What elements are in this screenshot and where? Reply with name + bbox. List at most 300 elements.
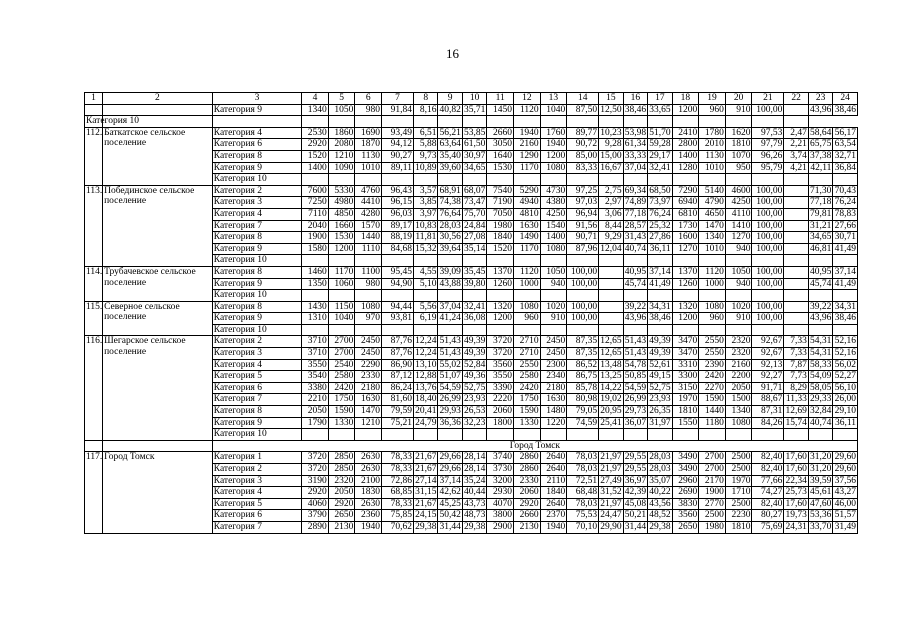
value-cell: 3490 xyxy=(672,464,699,476)
value-cell xyxy=(833,324,858,336)
value-cell: 3720 xyxy=(302,452,329,464)
category-cell: Категория 7 xyxy=(212,521,301,533)
value-cell: 1830 xyxy=(355,487,382,499)
value-cell: 1730 xyxy=(672,220,699,232)
settlement-name: Северное сельское поселение xyxy=(103,301,213,336)
value-cell: 24,31 xyxy=(785,521,807,532)
value-cell: 1290 xyxy=(514,150,541,162)
value-cell: 1320 xyxy=(672,301,699,313)
value-cell: 960 xyxy=(699,313,726,325)
value-cell xyxy=(328,429,355,441)
category-cell: Категория 10 xyxy=(212,174,301,186)
value-cell: 960 xyxy=(514,313,541,325)
value-cell: 970 xyxy=(355,313,382,325)
category-cell: Категория 4 xyxy=(212,359,301,371)
value-cell: 2420 xyxy=(328,382,355,394)
table-body xyxy=(85,93,858,534)
value-cell: 1270 xyxy=(725,232,752,244)
category-cell: Категория 3 xyxy=(212,475,301,487)
value-cell: 43,96 xyxy=(624,313,647,324)
value-cell: 31,44 xyxy=(624,521,647,532)
value-cell: 43,96 xyxy=(809,313,832,324)
value-cell: 15,32 xyxy=(415,243,437,254)
value-cell: 37,14 xyxy=(649,266,671,277)
value-cell: 40,74 xyxy=(624,243,647,254)
value-cell: 2130 xyxy=(328,521,355,533)
value-cell: 3830 xyxy=(672,498,699,510)
value-cell: 12,24 xyxy=(415,348,437,359)
value-cell: 46,00 xyxy=(834,498,856,509)
category-cell: Категория 3 xyxy=(212,348,301,360)
value-cell: 29,93 xyxy=(439,406,461,417)
value-cell: 2180 xyxy=(355,382,382,394)
value-cell: 4380 xyxy=(540,197,567,209)
value-cell: 39,22 xyxy=(624,301,647,312)
value-cell: 100,00 xyxy=(752,266,784,278)
value-cell: 1170 xyxy=(514,162,541,174)
value-cell: 33,70 xyxy=(809,521,832,532)
column-header: 15 xyxy=(599,93,623,105)
value-cell: 26,99 xyxy=(624,394,647,405)
value-cell: 7,87 xyxy=(784,359,808,371)
value-cell: 4280 xyxy=(355,208,382,220)
value-cell: 1750 xyxy=(328,394,355,406)
column-header: 10 xyxy=(462,93,486,105)
value-cell: 940 xyxy=(725,278,752,290)
category-cell: Категория 6 xyxy=(212,139,301,151)
value-cell: 1620 xyxy=(725,127,752,139)
category-cell: Категория 4 xyxy=(212,127,301,139)
value-cell: 70,62 xyxy=(382,521,414,533)
value-cell: 79,59 xyxy=(382,406,414,418)
category-cell: Категория 9 xyxy=(212,417,301,429)
value-cell: 53,36 xyxy=(809,510,832,521)
value-cell xyxy=(302,116,329,128)
value-cell: 95,79 xyxy=(752,162,784,174)
value-cell: 36,84 xyxy=(834,162,856,173)
category-cell: Категория 9 xyxy=(212,104,301,116)
value-cell: 87,76 xyxy=(382,336,414,348)
column-header: 18 xyxy=(672,93,699,105)
value-cell: 1130 xyxy=(355,150,382,162)
value-cell: 92,67 xyxy=(752,336,784,348)
value-cell xyxy=(413,290,437,302)
value-cell: 81,60 xyxy=(382,394,414,406)
value-cell: 3470 xyxy=(672,336,699,348)
value-cell: 34,65 xyxy=(809,232,832,243)
value-cell xyxy=(487,324,514,336)
value-cell: 54,31 xyxy=(809,336,832,347)
value-cell xyxy=(413,255,437,267)
value-cell: 1760 xyxy=(540,127,567,139)
value-cell: 1480 xyxy=(540,406,567,418)
value-cell: 90,72 xyxy=(567,139,599,151)
value-cell: 1120 xyxy=(514,266,541,278)
value-cell: 3730 xyxy=(487,464,514,476)
empty-cell xyxy=(85,440,103,452)
value-cell xyxy=(540,429,567,441)
value-cell: 68,50 xyxy=(649,185,671,196)
value-cell: 13,48 xyxy=(600,359,622,370)
value-cell: 1660 xyxy=(328,220,355,232)
value-cell: 1540 xyxy=(540,220,567,232)
value-cell: 2700 xyxy=(699,452,726,464)
value-cell: 31,97 xyxy=(649,417,671,428)
value-cell: 56,17 xyxy=(834,127,856,138)
value-cell: 1170 xyxy=(328,266,355,278)
value-cell: 59,28 xyxy=(649,139,671,150)
value-cell: 24,47 xyxy=(600,510,622,521)
value-cell: 54,59 xyxy=(624,382,647,393)
value-cell: 2920 xyxy=(328,498,355,510)
value-cell: 1170 xyxy=(514,243,541,255)
value-cell: 29,60 xyxy=(834,452,856,463)
value-cell: 51,43 xyxy=(439,348,461,359)
value-cell xyxy=(567,290,599,302)
value-cell: 1870 xyxy=(355,139,382,151)
value-cell: 1520 xyxy=(302,150,329,162)
value-cell: 2920 xyxy=(302,487,329,499)
value-cell: 7250 xyxy=(302,197,329,209)
value-cell: 45,74 xyxy=(809,278,832,289)
value-cell: 80,98 xyxy=(567,394,599,406)
value-cell xyxy=(514,255,541,267)
value-cell: 58,64 xyxy=(809,127,832,138)
value-cell: 1940 xyxy=(540,139,567,151)
value-cell: 1330 xyxy=(514,417,541,429)
value-cell xyxy=(784,313,808,325)
value-cell xyxy=(462,290,486,302)
category-cell: Категория 10 xyxy=(212,255,301,267)
value-cell: 9,73 xyxy=(413,150,437,162)
value-cell xyxy=(725,255,752,267)
value-cell: 68,07 xyxy=(464,185,486,196)
value-cell: 2900 xyxy=(487,521,514,533)
value-cell: 7,33 xyxy=(784,336,808,348)
value-cell: 3200 xyxy=(487,475,514,487)
value-cell: 2340 xyxy=(540,371,567,383)
value-cell xyxy=(438,429,462,441)
value-cell: 5,88 xyxy=(413,139,437,151)
value-cell: 2450 xyxy=(540,336,567,348)
value-cell: 36,11 xyxy=(649,243,671,254)
value-cell: 1500 xyxy=(725,394,752,406)
row-number: 112. xyxy=(85,127,103,185)
value-cell: 8,29 xyxy=(784,382,808,394)
value-cell: 980 xyxy=(355,104,382,116)
value-cell: 29,66 xyxy=(439,464,461,474)
value-cell: 1200 xyxy=(487,313,514,325)
value-cell: 2890 xyxy=(302,521,329,533)
value-cell: 49,39 xyxy=(649,348,671,359)
value-cell: 85,78 xyxy=(567,382,599,394)
value-cell: 1630 xyxy=(355,394,382,406)
value-cell: 83,33 xyxy=(567,162,599,174)
value-cell xyxy=(784,174,808,186)
value-cell xyxy=(540,290,567,302)
value-cell: 4850 xyxy=(328,208,355,220)
value-cell: 1010 xyxy=(699,162,726,174)
section-title: Город Томск xyxy=(212,440,857,452)
value-cell: 1350 xyxy=(302,278,329,290)
value-cell: 28,03 xyxy=(649,452,671,463)
value-cell: 13,10 xyxy=(415,359,437,370)
value-cell: 3800 xyxy=(487,510,514,522)
value-cell xyxy=(382,324,414,336)
value-cell xyxy=(599,301,623,313)
value-cell xyxy=(355,324,382,336)
value-cell: 1340 xyxy=(302,104,329,116)
value-cell: 1080 xyxy=(725,417,752,429)
value-cell: 2580 xyxy=(328,371,355,383)
value-cell: 82,40 xyxy=(752,498,784,510)
value-cell: 29,33 xyxy=(809,394,832,405)
value-cell: 75,70 xyxy=(464,208,486,219)
value-cell xyxy=(487,429,514,441)
table-row xyxy=(85,301,858,313)
value-cell: 19,02 xyxy=(600,394,622,405)
value-cell: 4810 xyxy=(514,208,541,220)
category-cell: Категория 3 xyxy=(212,197,301,209)
value-cell: 1790 xyxy=(302,417,329,429)
settlement-name: Город Томск xyxy=(103,452,213,533)
value-cell: 2110 xyxy=(540,475,567,487)
value-cell: 96,26 xyxy=(752,150,784,162)
value-cell: 30,56 xyxy=(439,232,461,243)
value-cell xyxy=(355,290,382,302)
value-cell xyxy=(413,174,437,186)
value-cell: 3710 xyxy=(302,336,329,348)
category-cell: Категория 2 xyxy=(212,336,301,348)
value-cell: 68,85 xyxy=(382,487,414,499)
category-cell: Категория 9 xyxy=(212,313,301,325)
column-header: 3 xyxy=(212,93,301,105)
value-cell: 2860 xyxy=(514,452,541,464)
value-cell: 31,20 xyxy=(809,464,832,474)
category-cell: Категория 8 xyxy=(212,232,301,244)
value-cell: 1440 xyxy=(699,406,726,418)
column-header: 14 xyxy=(567,93,599,105)
value-cell xyxy=(438,116,462,128)
value-cell: 100,00 xyxy=(752,313,784,325)
value-cell: 70,43 xyxy=(834,185,856,196)
value-cell xyxy=(302,255,329,267)
value-cell xyxy=(599,116,623,128)
value-cell: 29,38 xyxy=(415,521,437,532)
value-cell: 3,06 xyxy=(599,208,623,220)
category-cell: Категория 8 xyxy=(212,150,301,162)
column-header: 7 xyxy=(382,93,414,105)
value-cell: 26,35 xyxy=(649,406,671,417)
value-cell: 100,00 xyxy=(567,313,599,325)
value-cell: 35,07 xyxy=(649,475,671,486)
value-cell: 2650 xyxy=(672,521,699,533)
value-cell: 2390 xyxy=(699,359,726,371)
value-cell: 72,51 xyxy=(567,475,599,487)
value-cell: 30,97 xyxy=(464,150,486,161)
value-cell: 2640 xyxy=(540,464,567,476)
value-cell: 1060 xyxy=(328,278,355,290)
value-cell: 100,00 xyxy=(752,197,784,209)
value-cell: 29,17 xyxy=(649,150,671,161)
value-cell xyxy=(752,290,784,302)
value-cell xyxy=(725,174,752,186)
value-cell: 29,55 xyxy=(624,464,647,474)
value-cell: 14,22 xyxy=(600,382,622,393)
value-cell: 87,12 xyxy=(382,371,414,383)
value-cell: 2050 xyxy=(328,487,355,499)
value-cell: 27,14 xyxy=(415,475,437,486)
value-cell: 940 xyxy=(725,243,752,255)
value-cell: 4940 xyxy=(514,197,541,209)
value-cell: 4070 xyxy=(487,498,514,510)
value-cell: 86,24 xyxy=(382,382,414,394)
value-cell xyxy=(438,290,462,302)
value-cell: 2500 xyxy=(699,510,726,522)
value-cell: 2850 xyxy=(328,464,355,476)
value-cell: 1400 xyxy=(672,150,699,162)
value-cell xyxy=(784,290,808,302)
value-cell: 73,47 xyxy=(464,197,486,208)
column-header: 11 xyxy=(487,93,514,105)
value-cell: 1590 xyxy=(699,394,726,406)
value-cell: 49,36 xyxy=(464,371,486,382)
value-cell: 3050 xyxy=(487,139,514,151)
value-cell: 40,74 xyxy=(809,417,832,428)
value-cell xyxy=(355,116,382,128)
value-cell: 4760 xyxy=(355,185,382,197)
value-cell: 43,96 xyxy=(809,104,832,115)
value-cell xyxy=(725,290,752,302)
value-cell: 6940 xyxy=(672,197,699,209)
value-cell: 1470 xyxy=(355,406,382,418)
value-cell xyxy=(514,116,541,128)
column-header: 13 xyxy=(540,93,567,105)
value-cell: 70,10 xyxy=(567,521,599,533)
value-cell: 21,67 xyxy=(415,464,437,474)
value-cell xyxy=(833,429,858,441)
value-cell xyxy=(699,324,726,336)
value-cell: 2080 xyxy=(328,139,355,151)
table-row xyxy=(85,336,858,348)
value-cell: 56,02 xyxy=(834,359,856,370)
value-cell: 23,93 xyxy=(464,394,486,405)
value-cell xyxy=(725,324,752,336)
value-cell xyxy=(784,301,808,313)
value-cell: 100,00 xyxy=(752,208,784,220)
value-cell xyxy=(808,324,832,336)
value-cell: 2,47 xyxy=(784,127,808,139)
value-cell xyxy=(567,174,599,186)
value-cell: 58,33 xyxy=(809,359,832,370)
value-cell: 2700 xyxy=(328,348,355,360)
value-cell: 23,93 xyxy=(649,394,671,405)
value-cell xyxy=(725,116,752,128)
value-cell: 4,55 xyxy=(413,266,437,278)
category-cell: Категория 8 xyxy=(212,301,301,313)
value-cell: 1050 xyxy=(725,266,752,278)
value-cell xyxy=(784,116,808,128)
value-cell: 5330 xyxy=(328,185,355,197)
value-cell xyxy=(302,429,329,441)
value-cell: 54,59 xyxy=(439,382,461,393)
value-cell: 1080 xyxy=(355,301,382,313)
value-cell: 18,40 xyxy=(415,394,437,405)
value-cell: 36,97 xyxy=(624,475,647,486)
value-cell: 2860 xyxy=(514,464,541,476)
value-cell: 39,09 xyxy=(439,266,461,277)
category-cell: Категория 7 xyxy=(212,220,301,232)
value-cell: 68,91 xyxy=(439,185,461,196)
category-cell: Категория 8 xyxy=(212,406,301,418)
value-cell: 1340 xyxy=(699,232,726,244)
value-cell: 37,04 xyxy=(439,301,461,312)
table-row xyxy=(85,116,858,128)
value-cell: 10,83 xyxy=(415,220,437,231)
column-header: 23 xyxy=(808,93,832,105)
value-cell: 1970 xyxy=(725,475,752,487)
value-cell: 79,05 xyxy=(567,406,599,418)
table-row xyxy=(85,452,858,464)
value-cell: 34,31 xyxy=(649,301,671,312)
value-cell: 28,03 xyxy=(649,464,671,474)
value-cell: 31,49 xyxy=(834,521,856,532)
value-cell: 24,79 xyxy=(415,417,437,428)
value-cell: 2580 xyxy=(514,371,541,383)
value-cell: 94,12 xyxy=(382,139,414,151)
value-cell: 3710 xyxy=(302,348,329,360)
value-cell: 13,76 xyxy=(415,382,437,393)
category-cell: Категория 5 xyxy=(212,371,301,383)
value-cell: 31,44 xyxy=(439,521,461,532)
row-number xyxy=(85,104,103,116)
column-header: 2 xyxy=(103,93,213,105)
value-cell: 2700 xyxy=(699,464,726,476)
value-cell: 32,23 xyxy=(464,417,486,428)
value-cell xyxy=(672,290,699,302)
value-cell: 2660 xyxy=(487,127,514,139)
value-cell: 12,65 xyxy=(600,336,622,347)
value-cell xyxy=(328,174,355,186)
value-cell: 42,62 xyxy=(439,487,461,498)
value-cell xyxy=(438,324,462,336)
value-cell: 2100 xyxy=(355,475,382,487)
value-cell: 87,76 xyxy=(382,348,414,360)
value-cell: 50,85 xyxy=(624,371,647,382)
value-cell: 35,14 xyxy=(464,243,486,254)
value-cell: 3790 xyxy=(302,510,329,522)
value-cell: 51,43 xyxy=(624,348,647,359)
value-cell: 1200 xyxy=(540,150,567,162)
value-cell: 1430 xyxy=(302,301,329,313)
value-cell: 2630 xyxy=(355,498,382,510)
value-cell: 21,97 xyxy=(600,464,622,474)
value-cell: 52,16 xyxy=(834,336,856,347)
value-cell: 26,00 xyxy=(834,394,856,405)
value-cell: 2170 xyxy=(699,475,726,487)
row-number: 117. xyxy=(85,452,103,533)
value-cell: 24,15 xyxy=(415,510,437,521)
value-cell: 4980 xyxy=(328,197,355,209)
value-cell: 3560 xyxy=(672,510,699,522)
value-cell: 29,60 xyxy=(834,464,856,474)
value-cell: 24,84 xyxy=(464,220,486,231)
value-cell: 82,40 xyxy=(752,464,784,476)
row-number: 115. xyxy=(85,301,103,336)
section-row xyxy=(85,440,858,452)
value-cell: 5,56 xyxy=(413,301,437,313)
value-cell: 17,60 xyxy=(785,498,807,509)
